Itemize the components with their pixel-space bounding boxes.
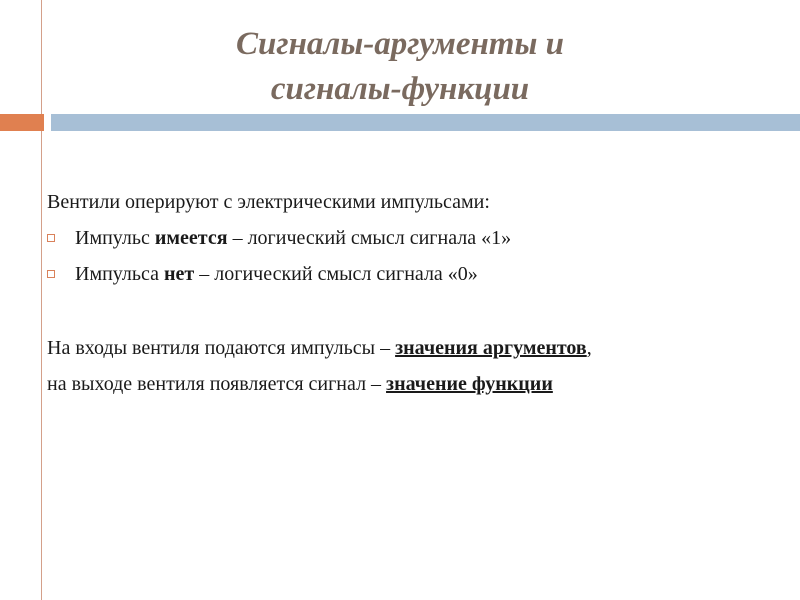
bullet-text-pre: Импульса	[75, 263, 165, 285]
square-bullet-icon	[47, 234, 55, 242]
inputs-trailing: ,	[586, 337, 592, 359]
intro-text: Вентили оперируют с электрическими импульсами:	[47, 191, 490, 213]
inputs-text: На входы вентиля подаются импульсы –	[47, 337, 396, 359]
bullet-text-post: – логический смысл сигнала «1»	[227, 227, 512, 249]
title-line-2: сигналы-функции	[270, 71, 530, 107]
output-text: на выходе вентиля появляется сигнал –	[47, 373, 387, 395]
spacer	[47, 289, 787, 333]
bullet-text-bold: имеется	[154, 227, 228, 249]
arguments-emphasis: значения аргументов	[395, 337, 587, 359]
bullet-item	[47, 259, 787, 289]
accent-bar-orange	[0, 114, 44, 131]
bullet-item	[47, 223, 787, 253]
bullet-text-bold: нет	[164, 263, 195, 285]
slide-body	[47, 187, 787, 399]
title-line-1: Сигналы-аргументы и	[236, 26, 564, 62]
slide-title	[0, 22, 800, 112]
inputs-paragraph	[47, 333, 787, 363]
bullet-text-post: – логический смысл сигнала «0»	[194, 263, 478, 285]
bullet-text-pre: Импульс	[75, 227, 155, 249]
function-emphasis: значение функции	[386, 373, 553, 395]
output-paragraph	[47, 369, 787, 399]
accent-bar-blue	[51, 114, 800, 131]
square-bullet-icon	[47, 270, 55, 278]
